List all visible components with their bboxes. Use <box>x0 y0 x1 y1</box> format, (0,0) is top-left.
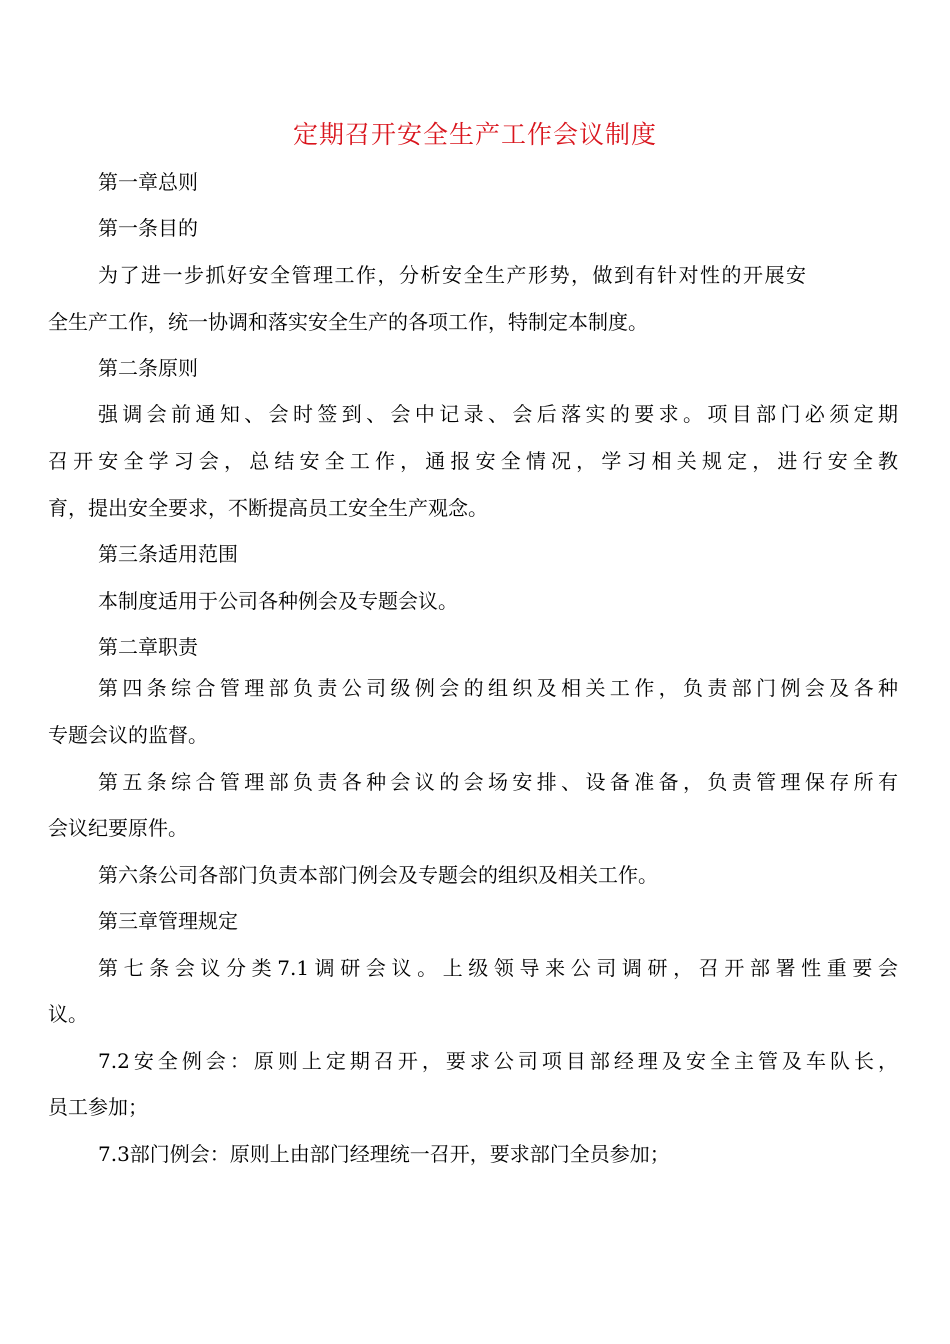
item-7-2-line-1: 7.2安全例会：原则上定期召开，要求公司项目部经理及安全主管及车队长， <box>98 1049 898 1073</box>
article-1-heading: 第一条目的 <box>98 216 198 240</box>
article-1-para-line-2: 全生产工作，统一协调和落实安全生产的各项工作，特制定本制度。 <box>48 310 648 334</box>
article-2-para-line-1: 强调会前通知、会时签到、会中记录、会后落实的要求。项目部门必须定期 <box>98 402 898 426</box>
article-4-line-1: 第四条综合管理部负责公司级例会的组织及相关工作，负责部门例会及各种 <box>98 676 898 700</box>
article-3-para: 本制度适用于公司各种例会及专题会议。 <box>98 589 458 613</box>
document-title: 定期召开安全生产工作会议制度 <box>292 120 657 149</box>
item-7-3-para: 7.3部门例会：原则上由部门经理统一召开，要求部门全员参加； <box>98 1142 670 1166</box>
article-7-line-1: 第七条会议分类7.1调研会议。上级领导来公司调研，召开部署性重要会 <box>98 956 898 980</box>
article-1-para-line-1: 为了进一步抓好安全管理工作，分析安全生产形势，做到有针对性的开展安 <box>98 263 806 287</box>
article-2-heading: 第二条原则 <box>98 356 198 380</box>
article-2-para-line-2: 召开安全学习会，总结安全工作，通报安全情况，学习相关规定，进行安全教 <box>48 449 898 473</box>
article-5-line-1: 第五条综合管理部负责各种会议的会场安排、设备准备，负责管理保存所有 <box>98 770 898 794</box>
article-3-heading: 第三条适用范围 <box>98 542 238 566</box>
chapter-1-heading: 第一章总则 <box>98 170 198 194</box>
article-2-para-line-3: 育，提出安全要求，不断提高员工安全生产观念。 <box>48 496 488 520</box>
item-7-2-line-2: 员工参加； <box>48 1095 148 1119</box>
article-5-line-2: 会议纪要原件。 <box>48 816 188 840</box>
article-7-line-2: 议。 <box>48 1002 88 1026</box>
chapter-3-heading: 第三章管理规定 <box>98 909 238 933</box>
article-4-line-2: 专题会议的监督。 <box>48 723 208 747</box>
chapter-2-heading: 第二章职责 <box>98 635 198 659</box>
article-6-para: 第六条公司各部门负责本部门例会及专题会的组织及相关工作。 <box>98 863 658 887</box>
